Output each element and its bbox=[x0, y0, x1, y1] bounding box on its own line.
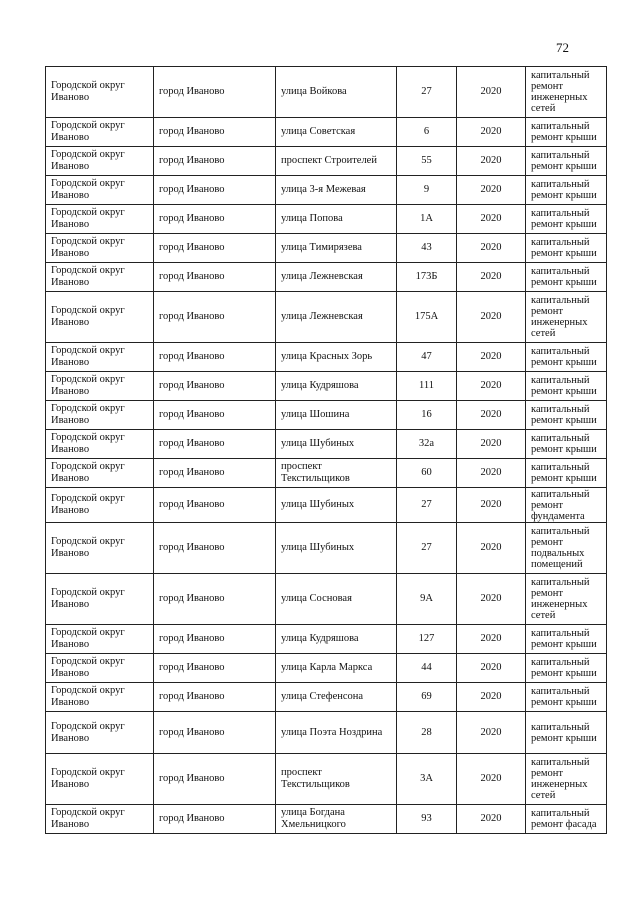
table-row bbox=[46, 459, 607, 488]
table-body bbox=[46, 67, 607, 834]
cell-work-type: капитальный ремонт инженерных сетей bbox=[526, 754, 607, 805]
table-row bbox=[46, 67, 607, 118]
table-row bbox=[46, 118, 607, 147]
cell-work-type: капитальный ремонт крыши bbox=[526, 712, 607, 754]
cell-city: город Иваново bbox=[154, 205, 276, 234]
cell-district: Городской округ Иваново bbox=[46, 292, 154, 343]
cell-house-number: 28 bbox=[397, 712, 457, 754]
cell-house-number: 32а bbox=[397, 430, 457, 459]
cell-district: Городской округ Иваново bbox=[46, 263, 154, 292]
cell-house-number: 27 bbox=[397, 488, 457, 523]
cell-district: Городской округ Иваново bbox=[46, 176, 154, 205]
cell-house-number: 27 bbox=[397, 67, 457, 118]
cell-year: 2020 bbox=[457, 459, 526, 488]
cell-house-number: 111 bbox=[397, 372, 457, 401]
cell-city: город Иваново bbox=[154, 654, 276, 683]
cell-city: город Иваново bbox=[154, 118, 276, 147]
cell-house-number: 127 bbox=[397, 625, 457, 654]
cell-district: Городской округ Иваново bbox=[46, 118, 154, 147]
cell-work-type: капитальный ремонт инженерных сетей bbox=[526, 292, 607, 343]
cell-work-type: капитальный ремонт подвальных помещений bbox=[526, 523, 607, 574]
cell-city: город Иваново bbox=[154, 147, 276, 176]
cell-year: 2020 bbox=[457, 205, 526, 234]
cell-city: город Иваново bbox=[154, 234, 276, 263]
cell-city: город Иваново bbox=[154, 625, 276, 654]
cell-city: город Иваново bbox=[154, 523, 276, 574]
cell-district: Городской округ Иваново bbox=[46, 523, 154, 574]
cell-work-type: капитальный ремонт крыши bbox=[526, 343, 607, 372]
cell-street: проспект Строителей bbox=[276, 147, 397, 176]
cell-district: Городской округ Иваново bbox=[46, 430, 154, 459]
cell-street: улица Стефенсона bbox=[276, 683, 397, 712]
cell-year: 2020 bbox=[457, 292, 526, 343]
cell-year: 2020 bbox=[457, 343, 526, 372]
table-row bbox=[46, 574, 607, 625]
cell-house-number: 43 bbox=[397, 234, 457, 263]
cell-city: город Иваново bbox=[154, 372, 276, 401]
cell-work-type: капитальный ремонт крыши bbox=[526, 147, 607, 176]
cell-street: проспект Текстильщиков bbox=[276, 459, 397, 488]
cell-street: улица Карла Маркса bbox=[276, 654, 397, 683]
table-row bbox=[46, 805, 607, 834]
cell-city: город Иваново bbox=[154, 292, 276, 343]
cell-city: город Иваново bbox=[154, 712, 276, 754]
cell-district: Городской округ Иваново bbox=[46, 712, 154, 754]
cell-work-type: капитальный ремонт крыши bbox=[526, 683, 607, 712]
cell-year: 2020 bbox=[457, 147, 526, 176]
cell-street: улица Богдана Хмельницкого bbox=[276, 805, 397, 834]
cell-district: Городской округ Иваново bbox=[46, 459, 154, 488]
cell-year: 2020 bbox=[457, 118, 526, 147]
table-row bbox=[46, 343, 607, 372]
cell-district: Городской округ Иваново bbox=[46, 372, 154, 401]
cell-city: город Иваново bbox=[154, 430, 276, 459]
cell-work-type: капитальный ремонт крыши bbox=[526, 430, 607, 459]
cell-street: улица Шошина bbox=[276, 401, 397, 430]
cell-house-number: 9А bbox=[397, 574, 457, 625]
cell-work-type: капитальный ремонт инженерных сетей bbox=[526, 67, 607, 118]
table-row bbox=[46, 147, 607, 176]
cell-street: улица Сосновая bbox=[276, 574, 397, 625]
cell-district: Городской округ Иваново bbox=[46, 683, 154, 712]
cell-street: улица Попова bbox=[276, 205, 397, 234]
cell-district: Городской округ Иваново bbox=[46, 574, 154, 625]
cell-street: улица Советская bbox=[276, 118, 397, 147]
table-row bbox=[46, 401, 607, 430]
cell-house-number: 6 bbox=[397, 118, 457, 147]
cell-work-type: капитальный ремонт крыши bbox=[526, 118, 607, 147]
cell-year: 2020 bbox=[457, 263, 526, 292]
cell-house-number: 55 bbox=[397, 147, 457, 176]
cell-district: Городской округ Иваново bbox=[46, 401, 154, 430]
cell-year: 2020 bbox=[457, 176, 526, 205]
cell-work-type: капитальный ремонт крыши bbox=[526, 654, 607, 683]
cell-district: Городской округ Иваново bbox=[46, 234, 154, 263]
cell-year: 2020 bbox=[457, 625, 526, 654]
cell-house-number: 3А bbox=[397, 754, 457, 805]
cell-work-type: капитальный ремонт крыши bbox=[526, 176, 607, 205]
cell-street: улица Лежневская bbox=[276, 263, 397, 292]
cell-work-type: капитальный ремонт фундамента bbox=[526, 488, 607, 523]
cell-city: город Иваново bbox=[154, 263, 276, 292]
cell-year: 2020 bbox=[457, 67, 526, 118]
cell-street: улица Шубиных bbox=[276, 523, 397, 574]
cell-year: 2020 bbox=[457, 754, 526, 805]
cell-district: Городской округ Иваново bbox=[46, 205, 154, 234]
cell-street: улица Поэта Ноздрина bbox=[276, 712, 397, 754]
cell-work-type: капитальный ремонт крыши bbox=[526, 234, 607, 263]
cell-house-number: 69 bbox=[397, 683, 457, 712]
table-row bbox=[46, 205, 607, 234]
cell-work-type: капитальный ремонт фасада bbox=[526, 805, 607, 834]
repair-registry-table bbox=[45, 66, 607, 834]
cell-house-number: 44 bbox=[397, 654, 457, 683]
cell-work-type: капитальный ремонт крыши bbox=[526, 372, 607, 401]
table-row bbox=[46, 488, 607, 523]
cell-year: 2020 bbox=[457, 654, 526, 683]
table-row bbox=[46, 372, 607, 401]
cell-year: 2020 bbox=[457, 805, 526, 834]
cell-year: 2020 bbox=[457, 401, 526, 430]
cell-street: улица Тимирязева bbox=[276, 234, 397, 263]
cell-city: город Иваново bbox=[154, 176, 276, 205]
table-row bbox=[46, 654, 607, 683]
cell-street: улица Шубиных bbox=[276, 430, 397, 459]
cell-year: 2020 bbox=[457, 523, 526, 574]
table-row bbox=[46, 430, 607, 459]
cell-district: Городской округ Иваново bbox=[46, 625, 154, 654]
page-number: 72 bbox=[556, 40, 569, 55]
cell-year: 2020 bbox=[457, 234, 526, 263]
cell-house-number: 60 bbox=[397, 459, 457, 488]
cell-street: улица Кудряшова bbox=[276, 625, 397, 654]
cell-house-number: 47 bbox=[397, 343, 457, 372]
cell-city: город Иваново bbox=[154, 488, 276, 523]
cell-year: 2020 bbox=[457, 372, 526, 401]
cell-street: улица Лежневская bbox=[276, 292, 397, 343]
cell-year: 2020 bbox=[457, 574, 526, 625]
cell-district: Городской округ Иваново bbox=[46, 805, 154, 834]
cell-work-type: капитальный ремонт крыши bbox=[526, 205, 607, 234]
cell-district: Городской округ Иваново bbox=[46, 67, 154, 118]
cell-street: улица Войкова bbox=[276, 67, 397, 118]
cell-work-type: капитальный ремонт крыши bbox=[526, 625, 607, 654]
cell-district: Городской округ Иваново bbox=[46, 654, 154, 683]
cell-district: Городской округ Иваново bbox=[46, 488, 154, 523]
cell-house-number: 173Б bbox=[397, 263, 457, 292]
table-row bbox=[46, 754, 607, 805]
cell-year: 2020 bbox=[457, 488, 526, 523]
cell-work-type: капитальный ремонт крыши bbox=[526, 459, 607, 488]
cell-street: улица Шубиных bbox=[276, 488, 397, 523]
cell-house-number: 16 bbox=[397, 401, 457, 430]
cell-work-type: капитальный ремонт крыши bbox=[526, 263, 607, 292]
table-row bbox=[46, 234, 607, 263]
table-row bbox=[46, 292, 607, 343]
cell-year: 2020 bbox=[457, 712, 526, 754]
cell-city: город Иваново bbox=[154, 754, 276, 805]
table-row bbox=[46, 263, 607, 292]
table-row bbox=[46, 683, 607, 712]
table-row bbox=[46, 523, 607, 574]
cell-district: Городской округ Иваново bbox=[46, 343, 154, 372]
cell-city: город Иваново bbox=[154, 401, 276, 430]
cell-work-type: капитальный ремонт крыши bbox=[526, 401, 607, 430]
cell-street: улица Кудряшова bbox=[276, 372, 397, 401]
cell-city: город Иваново bbox=[154, 343, 276, 372]
cell-street: улица 3-я Межевая bbox=[276, 176, 397, 205]
cell-house-number: 175А bbox=[397, 292, 457, 343]
cell-work-type: капитальный ремонт инженерных сетей bbox=[526, 574, 607, 625]
table-row bbox=[46, 176, 607, 205]
cell-house-number: 9 bbox=[397, 176, 457, 205]
cell-house-number: 27 bbox=[397, 523, 457, 574]
cell-street: проспект Текстильщиков bbox=[276, 754, 397, 805]
cell-city: город Иваново bbox=[154, 805, 276, 834]
cell-city: город Иваново bbox=[154, 683, 276, 712]
cell-district: Городской округ Иваново bbox=[46, 754, 154, 805]
cell-city: город Иваново bbox=[154, 459, 276, 488]
cell-year: 2020 bbox=[457, 430, 526, 459]
cell-house-number: 1А bbox=[397, 205, 457, 234]
cell-street: улица Красных Зорь bbox=[276, 343, 397, 372]
table-row bbox=[46, 712, 607, 754]
cell-city: город Иваново bbox=[154, 67, 276, 118]
cell-year: 2020 bbox=[457, 683, 526, 712]
table-row bbox=[46, 625, 607, 654]
cell-district: Городской округ Иваново bbox=[46, 147, 154, 176]
cell-city: город Иваново bbox=[154, 574, 276, 625]
cell-house-number: 93 bbox=[397, 805, 457, 834]
